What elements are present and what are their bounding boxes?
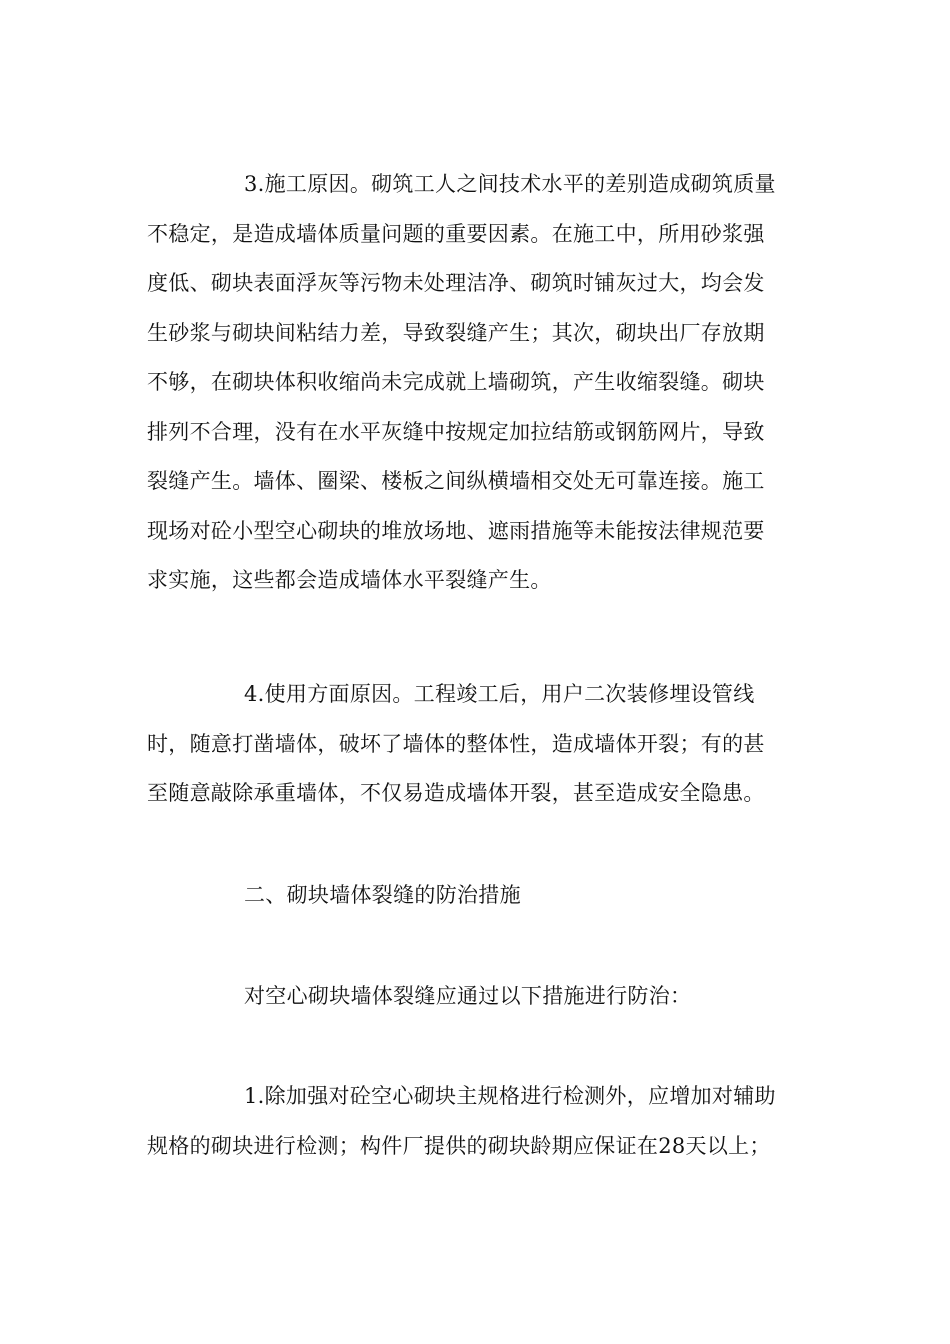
text-line: 3.施工原因。砌筑工人之间技术水平的差别造成砌筑质量 bbox=[244, 172, 776, 196]
section-heading-prevention bbox=[147, 871, 803, 921]
paragraph-prevention-intro bbox=[147, 972, 803, 1022]
text-line: 时，随意打凿墙体，破坏了墙体的整体性，造成墙体开裂；有的甚 bbox=[147, 731, 765, 756]
text-line: 不够，在砌块体积收缩尚未完成就上墙砌筑，产生收缩裂缝。砌块 bbox=[147, 370, 765, 394]
section-heading: 二、砌块墙体裂缝的防治措施 bbox=[244, 883, 521, 907]
text-line: 规格的砌块进行检测；构件厂提供的砌块龄期应保证在28天以上； bbox=[147, 1133, 771, 1158]
paragraph-usage-causes bbox=[147, 670, 803, 819]
paragraph-construction-causes bbox=[147, 160, 803, 606]
text-line: 至随意敲除承重墙体，不仅易造成墙体开裂，甚至造成安全隐患。 bbox=[147, 781, 765, 805]
text-line: 4.使用方面原因。工程竣工后，用户二次装修埋设管线 bbox=[244, 682, 755, 706]
text-line: 不稳定，是造成墙体质量问题的重要因素。在施工中，所用砂浆强 bbox=[147, 221, 765, 246]
text-line: 现场对砼小型空心砌块的堆放场地、遮雨措施等未能按法律规范要 bbox=[147, 518, 765, 543]
text-line: 排列不合理，没有在水平灰缝中按规定加拉结筋或钢筋网片，导致 bbox=[147, 419, 765, 444]
text-line: 度低、砌块表面浮灰等污物未处理洁净、砌筑时铺灰过大，均会发 bbox=[147, 271, 765, 295]
text-line: 裂缝产生。墙体、圈梁、楼板之间纵横墙相交处无可靠连接。施工 bbox=[147, 469, 765, 493]
text-line: 对空心砌块墙体裂缝应通过以下措施进行防治： bbox=[244, 984, 692, 1008]
text-line: 生砂浆与砌块间粘结力差，导致裂缝产生；其次，砌块出厂存放期 bbox=[147, 320, 765, 345]
text-line: 求实施，这些都会造成墙体水平裂缝产生。 bbox=[147, 568, 552, 592]
text-line: 1.除加强对砼空心砌块主规格进行检测外，应增加对辅助 bbox=[244, 1084, 776, 1108]
paragraph-measure-1 bbox=[147, 1072, 803, 1171]
